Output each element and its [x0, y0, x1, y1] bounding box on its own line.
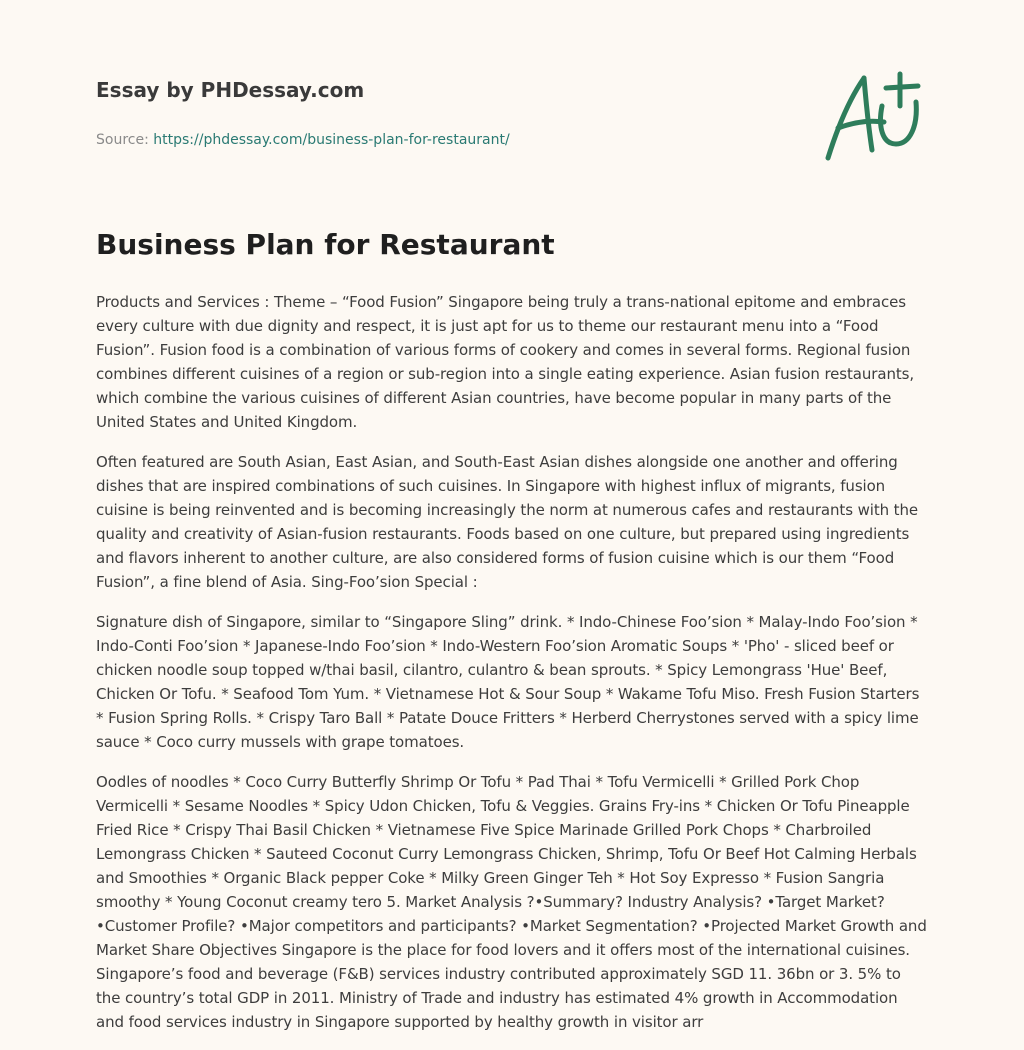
essay-body [96, 226, 928, 1050]
site-title: Essay by PHDessay.com [96, 78, 365, 102]
essay-paragraph: Products and Services : Theme – “Food Fusion” Singapore being truly a trans-national epitome and embraces every culture with due dignity and respect, it is just apt for us to theme our restaurant menu into a “Food Fusion”. Fusion food is a combination of various forms of cookery and comes in several forms. Regional fusion combines different cuisines of a region or sub-region into a single eating experience. Asian fusion restaurants, which combine the various cuisines of different Asian countries, have become popular in many parts of the United States and United Kingdom. [96, 293, 915, 431]
essay-paragraph: Often featured are South Asian, East Asian, and South-East Asian dishes alongside one another and offering dishes that are inspired combinations of such cuisines. In Singapore with highest influx of migrants, fusion cuisine is being reinvented and is becoming increasingly the norm at numerous cafes and restaurants with the quality and creativity of Asian-fusion restaurants. Foods based on one culture, but prepared using ingredients and flavors inherent to another culture, are also considered forms of fusion cuisine which is our them “Food Fusion”, a fine blend of Asia. Sing-Foo’sion Special : [96, 453, 918, 591]
essay-paragraph: Signature dish of Singapore, similar to “Singapore Sling” drink. * Indo-Chinese Foo’sion * Malay-Indo Foo’sion * Indo-Conti Foo’sion * Japanese-Indo Foo’sion * Indo-Western Foo’sion Aromatic Soups * 'Pho' - sliced beef or chicken noodle soup topped w/thai basil, cilantro, culantro & bean sprouts. * Spicy Lemongrass 'Hue' Beef, Chicken Or Tofu. * Seafood Tom Yum. * Vietnamese Hot & Sour Soup * Wakame Tofu Miso. Fresh Fusion Starters * Fusion Spring Rolls. * Crispy Taro Ball * Patate Douce Fritters * Herberd Cherrystones served with a spicy lime sauce * Coco curry mussels with grape tomatoes. [96, 613, 920, 751]
essay-title: Business Plan for Restaurant [96, 228, 555, 261]
source-link[interactable]: https://phdessay.com/business-plan-for-restaurant/ [153, 132, 510, 148]
source-line [96, 130, 796, 150]
essay-paragraph: Oodles of noodles * Coco Curry Butterfly Shrimp Or Tofu * Pad Thai * Tofu Vermicelli * Grilled Pork Chop Vermicelli * Sesame Noodles * Spicy Udon Chicken, Tofu & Veggies. Grains Fry-ins * Chicken Or Tofu Pineapple Fried Rice * Crispy Thai Basil Chicken * Vietnamese Five Spice Marinade Grilled Pork Chops * Charbroiled Lemongrass Chicken * Sauteed Coconut Curry Lemongrass Chicken, Shrimp, Tofu Or Beef Hot Calming Herbals and Smoothies * Organic Black pepper Coke * Milky Green Ginger Teh * Hot Soy Expresso * Fusion Sangria smoothy * Young Coconut creamy tero 5. Market Analysis ?•Summary? Industry Analysis? •Target Market? •Customer Profile? •Major competitors and participants? •Market Segmentation? •Projected Market Growth and Market Share Objectives Singapore is the place for food lovers and it offers most of the international cuisines. Singapore’s food and beverage (F&B) services industry contributed approximately SGD 11. 36bn or 3. 5% to the country’s total GDP in 2011. Ministry of Trade and industry has estimated 4% growth in Accommodation and food services industry in Singapore supported by healthy growth in visitor arr [96, 773, 927, 1031]
source-label: Source: [96, 132, 154, 148]
essay-header [96, 76, 796, 150]
a-plus-icon [820, 66, 930, 166]
